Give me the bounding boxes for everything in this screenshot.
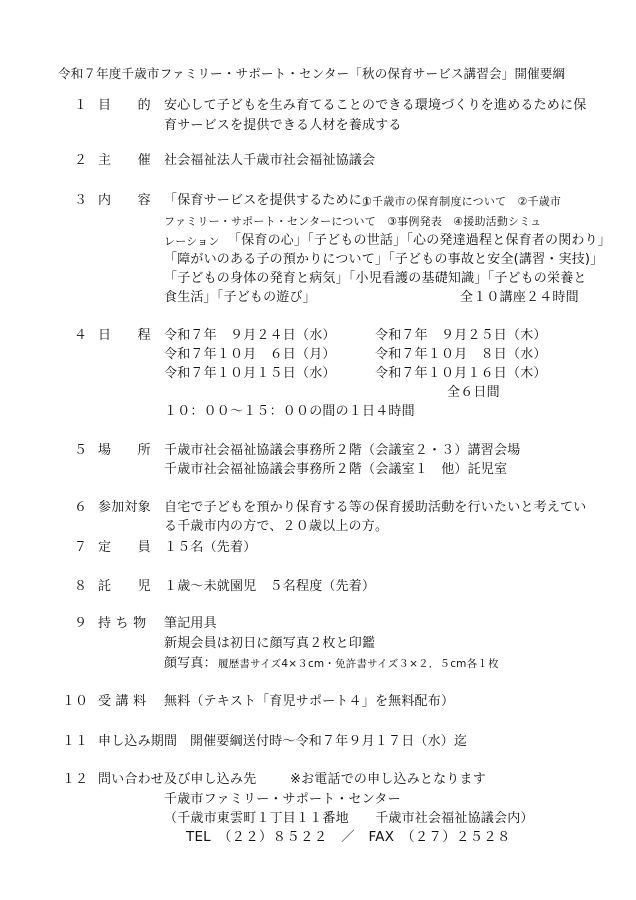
- photo-label: 顔写真：: [164, 656, 217, 671]
- item-label: 申し込み期間: [98, 734, 178, 749]
- content-line: 「障がいのある子の預かりについて」「子どもの事故と安全(講習・実技)」: [164, 252, 604, 267]
- item-number: １１: [62, 734, 89, 749]
- item-number: ２: [74, 153, 88, 168]
- item-label: 主 催: [98, 153, 151, 168]
- eligibility-line: る千歳市内の方で、２０歳以上の方。: [164, 519, 389, 534]
- schedule-date: 令和７年１０月 ６日（月）: [164, 347, 336, 362]
- item-label: 日 程: [98, 328, 151, 343]
- belongings-line: 新規会員は初日に顔写真２枚と印鑑: [164, 636, 376, 651]
- belongings-line: 筆記用具: [164, 616, 217, 631]
- item-label: 定 員: [98, 540, 151, 555]
- item-label: 目 的: [98, 98, 151, 113]
- content-line: ファミリー・サポート・センターについて ③事例発表 ④援助活動シミュ: [164, 215, 542, 228]
- item-label: 場 所: [98, 443, 151, 458]
- purpose-line: 育サービスを提供できる人材を養成する: [164, 118, 402, 133]
- item-label: 託 児: [98, 579, 151, 594]
- content-line: レーション: [164, 235, 220, 248]
- photo-detail: 履歴書サイズ4×３cm・免許書サイズ３×２．５cm各１枚: [218, 658, 499, 670]
- content-line: 「子どもの身体の発育と病気」「小児看護の基礎知識」「子どもの栄養と: [164, 271, 587, 286]
- schedule-date: 令和７年 ９月２５日（木）: [375, 328, 547, 343]
- content-total: 全１０講座２４時間: [460, 290, 579, 305]
- schedule-date: 令和７年 ９月２４日（水）: [164, 328, 336, 343]
- content-line: 食生活」「子どもの遊び」: [164, 290, 316, 305]
- venue-line: 千歳市社会福祉協議会事務所２階（会議室１ 他）託児室: [164, 462, 508, 477]
- contact-address: （千歳市東雲町１丁目１１番地 千歳市社会福祉協議会内）: [164, 811, 534, 826]
- item-label: 受 講 料: [98, 694, 147, 709]
- content-line: 「保育サービスを提供するために」: [164, 193, 376, 208]
- venue-line: 千歳市社会福祉協議会事務所２階（会議室２・３）講習会場: [164, 443, 521, 458]
- childcare-text: １歳～未就園児 ５名程度（先着）: [164, 579, 376, 594]
- content-line: 「保育の心」「子どもの世話」「心の発達過程と保育者の関わり」: [228, 233, 612, 248]
- content-line: ①千歳市の保育制度について ②千歳市: [362, 195, 562, 208]
- item-number: １０: [62, 694, 89, 709]
- schedule-date: 令和７年１０月 ８日（水）: [375, 347, 547, 362]
- eligibility-line: 自宅で子どもを預かり保育する等の保育援助活動を行いたいと考えてい: [164, 500, 587, 515]
- application-period-text: 開催要綱送付時～令和７年９月１７日（水）迄: [190, 734, 468, 749]
- fee-text: 無料（テキスト「育児サポート４」を無料配布）: [164, 694, 455, 709]
- purpose-line: 安心して子どもを生み育てることのできる環境づくりを進めるために保: [164, 98, 587, 113]
- item-number: ９: [74, 616, 88, 631]
- item-number: ３: [74, 193, 88, 208]
- contact-note: ※お電話での申し込みとなります: [290, 772, 486, 787]
- item-number: ４: [74, 328, 88, 343]
- item-number: １: [74, 98, 88, 113]
- item-number: ５: [74, 443, 88, 458]
- item-number: １２: [62, 772, 89, 787]
- schedule-date: 令和７年１０月１６日（木）: [375, 366, 547, 381]
- item-label: 問い合わせ及び申し込み先: [98, 772, 257, 787]
- item-number: ６: [74, 500, 88, 515]
- schedule-total: 全６日間: [447, 385, 500, 400]
- schedule-time: １０：００～１５：００の間の１日４時間: [164, 404, 415, 419]
- organizer-text: 社会福祉法人千歳市社会福祉協議会: [164, 153, 376, 168]
- item-number: ８: [74, 579, 88, 594]
- item-label: 持 ち 物: [98, 616, 147, 631]
- contact-tel-fax: TEL （２２）８５２２ ／ FAX （２７）２５２８: [186, 829, 511, 845]
- item-label: 内 容: [98, 193, 151, 208]
- capacity-text: １５名（先着）: [164, 540, 257, 555]
- document-title: 令和７年度千歳市ファミリー・サポート・センター「秋の保育サービス講習会」開催要綱: [58, 66, 566, 81]
- contact-org: 千歳市ファミリー・サポート・センター: [164, 792, 401, 807]
- item-label: 参加対象: [98, 500, 151, 515]
- schedule-date: 令和７年１０月１５日（水）: [164, 366, 336, 381]
- item-number: ７: [74, 540, 88, 555]
